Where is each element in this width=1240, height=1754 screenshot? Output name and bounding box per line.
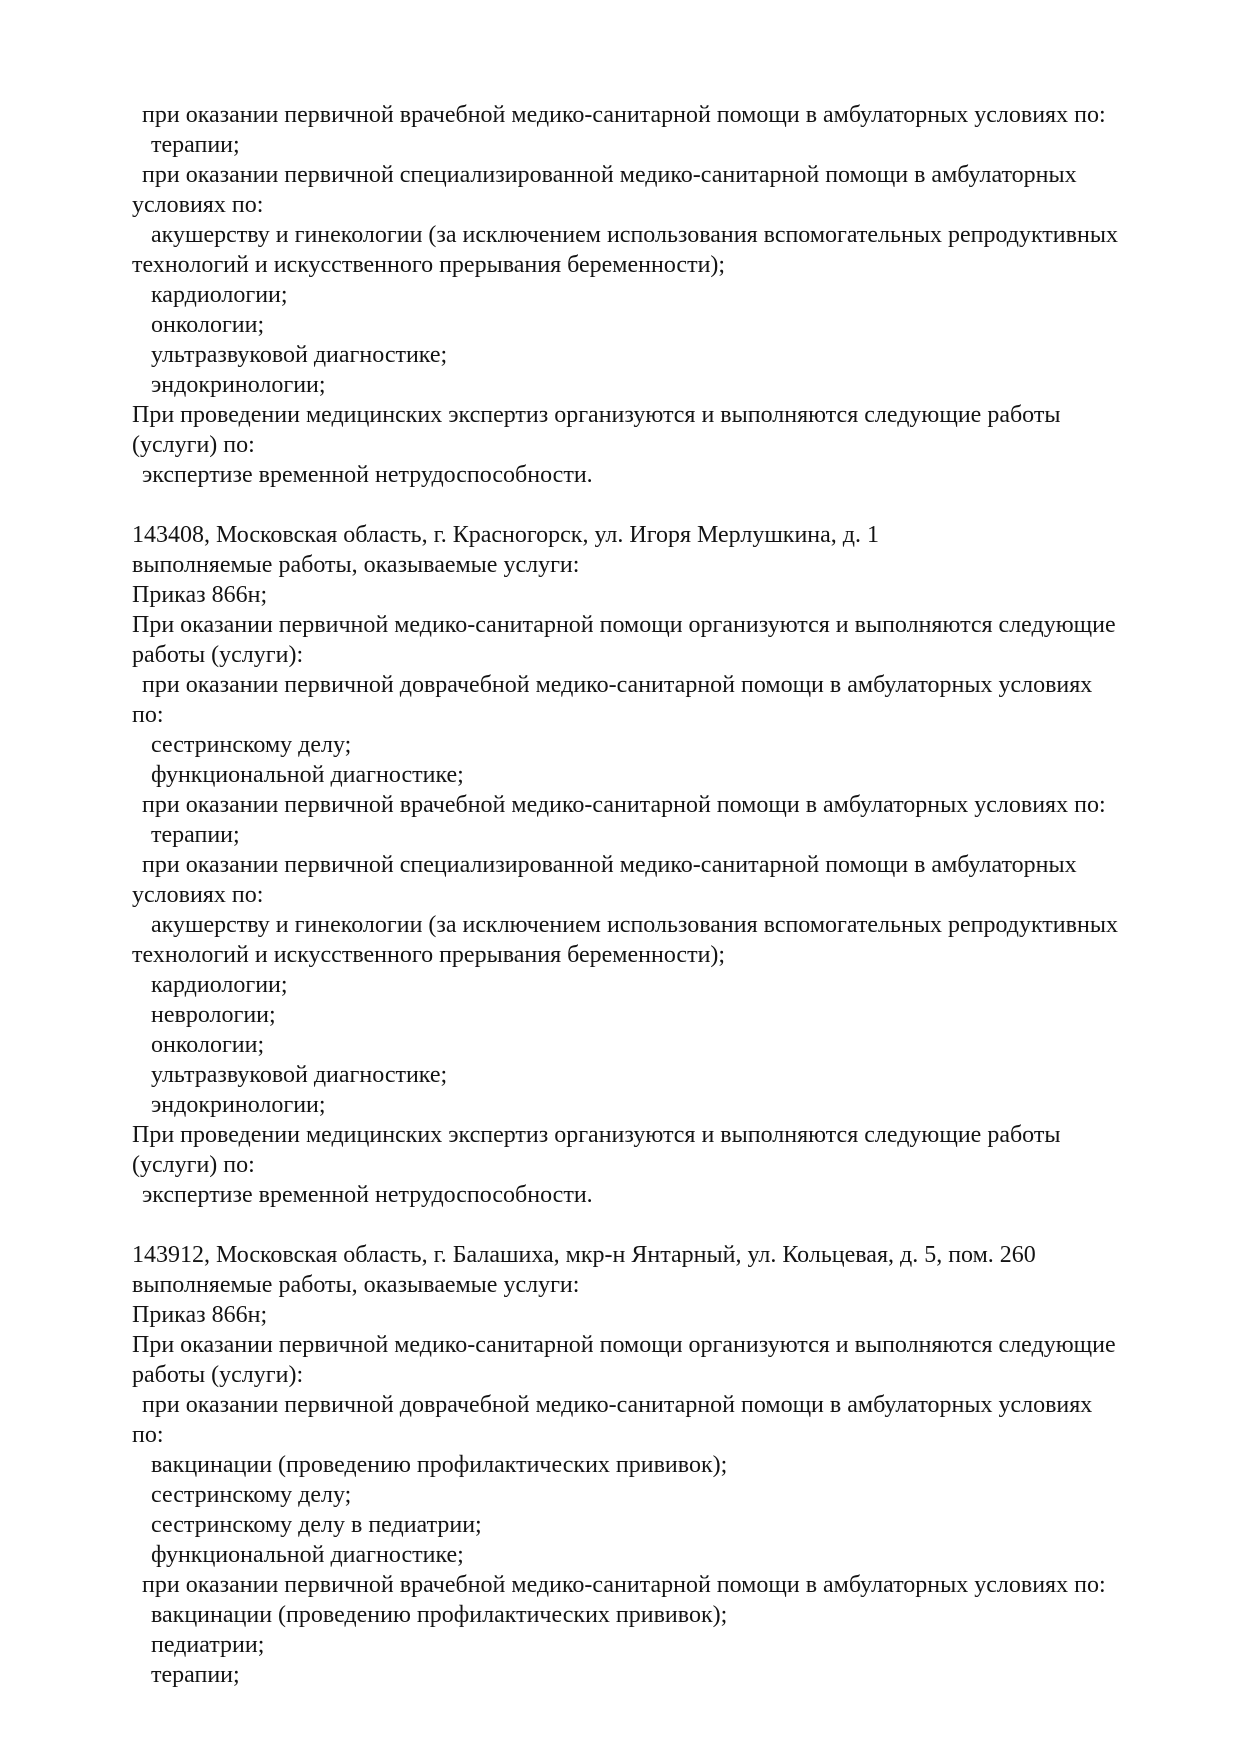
service-line: ультразвуковой диагностике; [151,1062,448,1088]
service-category-line: при оказании первичной доврачебной медико-санитарной помощи в амбулаторных условиях [142,672,1093,698]
service-category-line: при оказании первичной доврачебной медико-санитарной помощи в амбулаторных условиях [142,1392,1093,1418]
address-line: 143912, Московская область, г. Балашиха, мкр-н Янтарный, ул. Кольцевая, д. 5, пом. 260 [132,1242,1036,1268]
service-line: терапии; [151,1662,240,1688]
service-category-line-wrap: по: [132,702,164,728]
expertise-heading-line: При проведении медицинских экспертиз организуются и выполняются следующие работы [132,1122,1061,1148]
service-line-wrap: технологий и искусственного прерывания беременности); [132,942,726,968]
section-balashikha [132,1240,1200,1690]
service-line: терапии; [151,822,240,848]
order-866n-line: Приказ 866н; [132,1302,268,1328]
expertise-heading-line: При проведении медицинских экспертиз организуются и выполняются следующие работы [132,402,1061,428]
service-line: функциональной диагностике; [151,762,464,788]
expertise-heading-line-wrap: (услуги) по: [132,1152,255,1178]
service-category-line-wrap: условиях по: [132,882,264,908]
service-line: педиатрии; [151,1632,265,1658]
service-line: сестринскому делу в педиатрии; [151,1512,482,1538]
service-line: эндокринологии; [151,1092,326,1118]
service-line: эндокринологии; [151,372,326,398]
primary-care-heading-line: При оказании первичной медико-санитарной помощи организуются и выполняются следующие [132,1332,1116,1358]
service-category-line: при оказании первичной врачебной медико-санитарной помощи в амбулаторных условиях по: [142,1572,1106,1598]
service-line: экспертизе временной нетрудоспособности. [142,462,593,488]
service-line: экспертизе временной нетрудоспособности. [142,1182,593,1208]
works-services-heading: выполняемые работы, оказываемые услуги: [132,1272,580,1298]
service-category-line: при оказании первичной врачебной медико-санитарной помощи в амбулаторных условиях по: [142,792,1106,818]
primary-care-heading-line: При оказании первичной медико-санитарной помощи организуются и выполняются следующие [132,612,1116,638]
section-license-services-top [132,100,1200,490]
service-line: вакцинации (проведению профилактических прививок); [151,1602,728,1628]
service-line: акушерству и гинекологии (за исключением использования вспомогательных репродуктивных [151,222,1118,248]
service-line: сестринскому делу; [151,1482,352,1508]
service-line: сестринскому делу; [151,732,352,758]
service-line: терапии; [151,132,240,158]
service-line: кардиологии; [151,972,288,998]
service-line: функциональной диагностике; [151,1542,464,1568]
service-category-line: при оказании первичной врачебной медико-санитарной помощи в амбулаторных условиях по: [142,102,1106,128]
service-category-line-wrap: по: [132,1422,164,1448]
service-line: вакцинации (проведению профилактических прививок); [151,1452,728,1478]
service-line: онкологии; [151,312,265,338]
service-line: кардиологии; [151,282,288,308]
service-line: акушерству и гинекологии (за исключением использования вспомогательных репродуктивных [151,912,1118,938]
service-line: онкологии; [151,1032,265,1058]
service-line: ультразвуковой диагностике; [151,342,448,368]
service-category-line-wrap: условиях по: [132,192,264,218]
expertise-heading-line-wrap: (услуги) по: [132,432,255,458]
service-line: неврологии; [151,1002,276,1028]
service-category-line: при оказании первичной специализированной медико-санитарной помощи в амбулаторных [142,162,1077,188]
section-krasnogorsk [132,520,1200,1210]
primary-care-heading-line-wrap: работы (услуги): [132,1362,304,1388]
order-866n-line: Приказ 866н; [132,582,268,608]
service-line-wrap: технологий и искусственного прерывания беременности); [132,252,726,278]
primary-care-heading-line-wrap: работы (услуги): [132,642,304,668]
service-category-line: при оказании первичной специализированной медико-санитарной помощи в амбулаторных [142,852,1077,878]
works-services-heading: выполняемые работы, оказываемые услуги: [132,552,580,578]
address-line: 143408, Московская область, г. Красногорск, ул. Игоря Мерлушкина, д. 1 [132,522,880,548]
